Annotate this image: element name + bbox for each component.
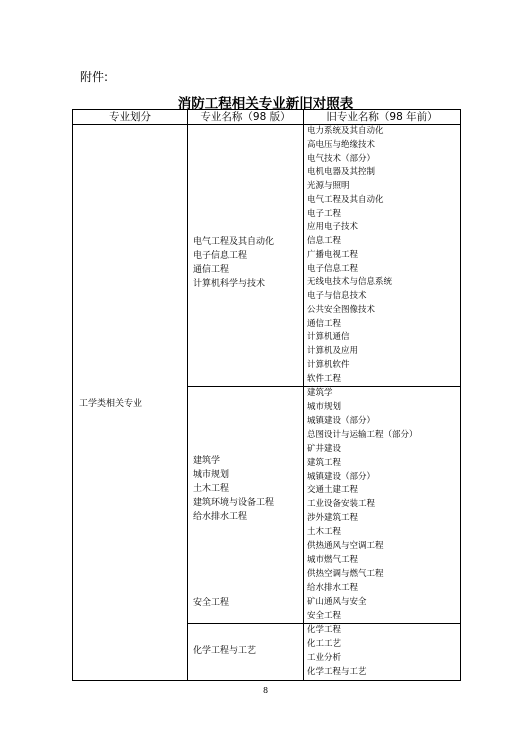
old-name-item: 应用电子技术 (307, 222, 359, 233)
old-name-item: 电子工程 (307, 208, 342, 219)
table-header-row (73, 110, 461, 125)
old-name-item: 城市规划 (307, 402, 342, 413)
old-name-cell (304, 125, 461, 387)
new-name-block (188, 596, 303, 610)
old-name-cell (304, 387, 461, 624)
old-name-item: 软件工程 (307, 373, 342, 384)
new-name-block (188, 644, 303, 658)
new-name: 通信工程 (193, 265, 230, 275)
attachment-label: 附件: (80, 70, 109, 84)
page-number: 8 (262, 686, 269, 695)
old-name-list (304, 624, 460, 680)
old-name-item: 无线电技术与信息系统 (307, 277, 393, 288)
old-name-item: 电子信息工程 (307, 263, 359, 274)
new-name: 电气工程及其自动化 (193, 237, 275, 247)
old-name-item: 工业设备安装工程 (307, 499, 376, 510)
old-name-item: 电气技术（部分） (307, 153, 376, 164)
old-name-item: 计算机软件 (307, 359, 350, 370)
old-name-item: 城市燃气工程 (307, 554, 359, 565)
old-name-item: 城镇建设（部分） (307, 416, 376, 427)
old-name-list (304, 125, 460, 386)
old-name-item: 城镇建设（部分） (307, 471, 376, 482)
column-header-new-name: 专业名称（98 版） (188, 110, 304, 125)
column-header-category: 专业划分 (73, 110, 188, 125)
new-name: 建筑环境与设备工程 (193, 498, 275, 509)
old-name-item: 光源与照明 (307, 181, 350, 191)
new-name: 土木工程 (193, 484, 230, 495)
old-name-item: 化学工程与工艺 (307, 667, 367, 678)
comparison-table (72, 109, 461, 681)
old-name-item: 电气工程及其自动化 (307, 194, 384, 205)
old-name-item: 供热通风与空调工程 (307, 541, 384, 552)
old-name-item: 化工工艺 (307, 639, 342, 650)
old-name-item: 建筑学 (307, 388, 333, 399)
old-name-item: 电机电器及其控制 (307, 167, 376, 178)
column-header-old-name: 旧专业名称（98 年前） (304, 110, 461, 125)
old-name-list (304, 387, 460, 623)
old-name-item: 计算机及应用 (307, 346, 359, 356)
category-cell: 工学类相关专业 (73, 125, 188, 681)
old-name-item: 电力系统及其自动化 (307, 126, 384, 136)
old-name-item: 给水排水工程 (307, 582, 359, 593)
new-name: 给水排水工程 (193, 512, 248, 523)
new-name: 安全工程 (193, 598, 230, 609)
old-name-item: 公共安全图像技术 (307, 304, 376, 315)
new-name-cell (188, 624, 304, 681)
old-name-item: 工业分析 (307, 653, 342, 664)
old-name-item: 矿井建设 (307, 443, 342, 454)
old-name-item: 计算机通信 (307, 332, 350, 343)
new-name: 化学工程与工艺 (193, 646, 257, 657)
old-name-item: 电子与信息技术 (307, 291, 367, 301)
old-name-item: 化学工程 (307, 625, 342, 636)
old-name-item: 矿山通风与安全 (307, 596, 367, 607)
new-name-cell (188, 125, 304, 387)
old-name-item: 土木工程 (307, 527, 342, 538)
new-name: 电子信息工程 (193, 251, 248, 261)
old-name-item: 通信工程 (307, 318, 342, 329)
new-name: 建筑学 (193, 456, 221, 467)
new-name: 计算机科学与技术 (193, 279, 266, 289)
old-name-cell (304, 624, 461, 681)
old-name-item: 信息工程 (307, 236, 342, 246)
new-name: 城市规划 (193, 470, 230, 481)
old-name-item: 高电压与绝缘技术 (307, 139, 376, 150)
new-name-block (188, 454, 303, 524)
old-name-item: 总图设计与运输工程（部分） (307, 429, 418, 440)
old-name-item: 供热空调与燃气工程 (307, 568, 384, 579)
document-title: 消防工程相关专业新旧对照表 (177, 96, 354, 112)
old-name-item: 建筑工程 (307, 457, 342, 468)
new-name-cell (188, 387, 304, 624)
old-name-item: 广播电视工程 (307, 249, 359, 260)
new-name-block (188, 235, 303, 291)
table-row (73, 125, 461, 387)
old-name-item: 安全工程 (307, 610, 342, 621)
old-name-item: 涉外建筑工程 (307, 513, 359, 524)
old-name-item: 交通土建工程 (307, 485, 359, 496)
